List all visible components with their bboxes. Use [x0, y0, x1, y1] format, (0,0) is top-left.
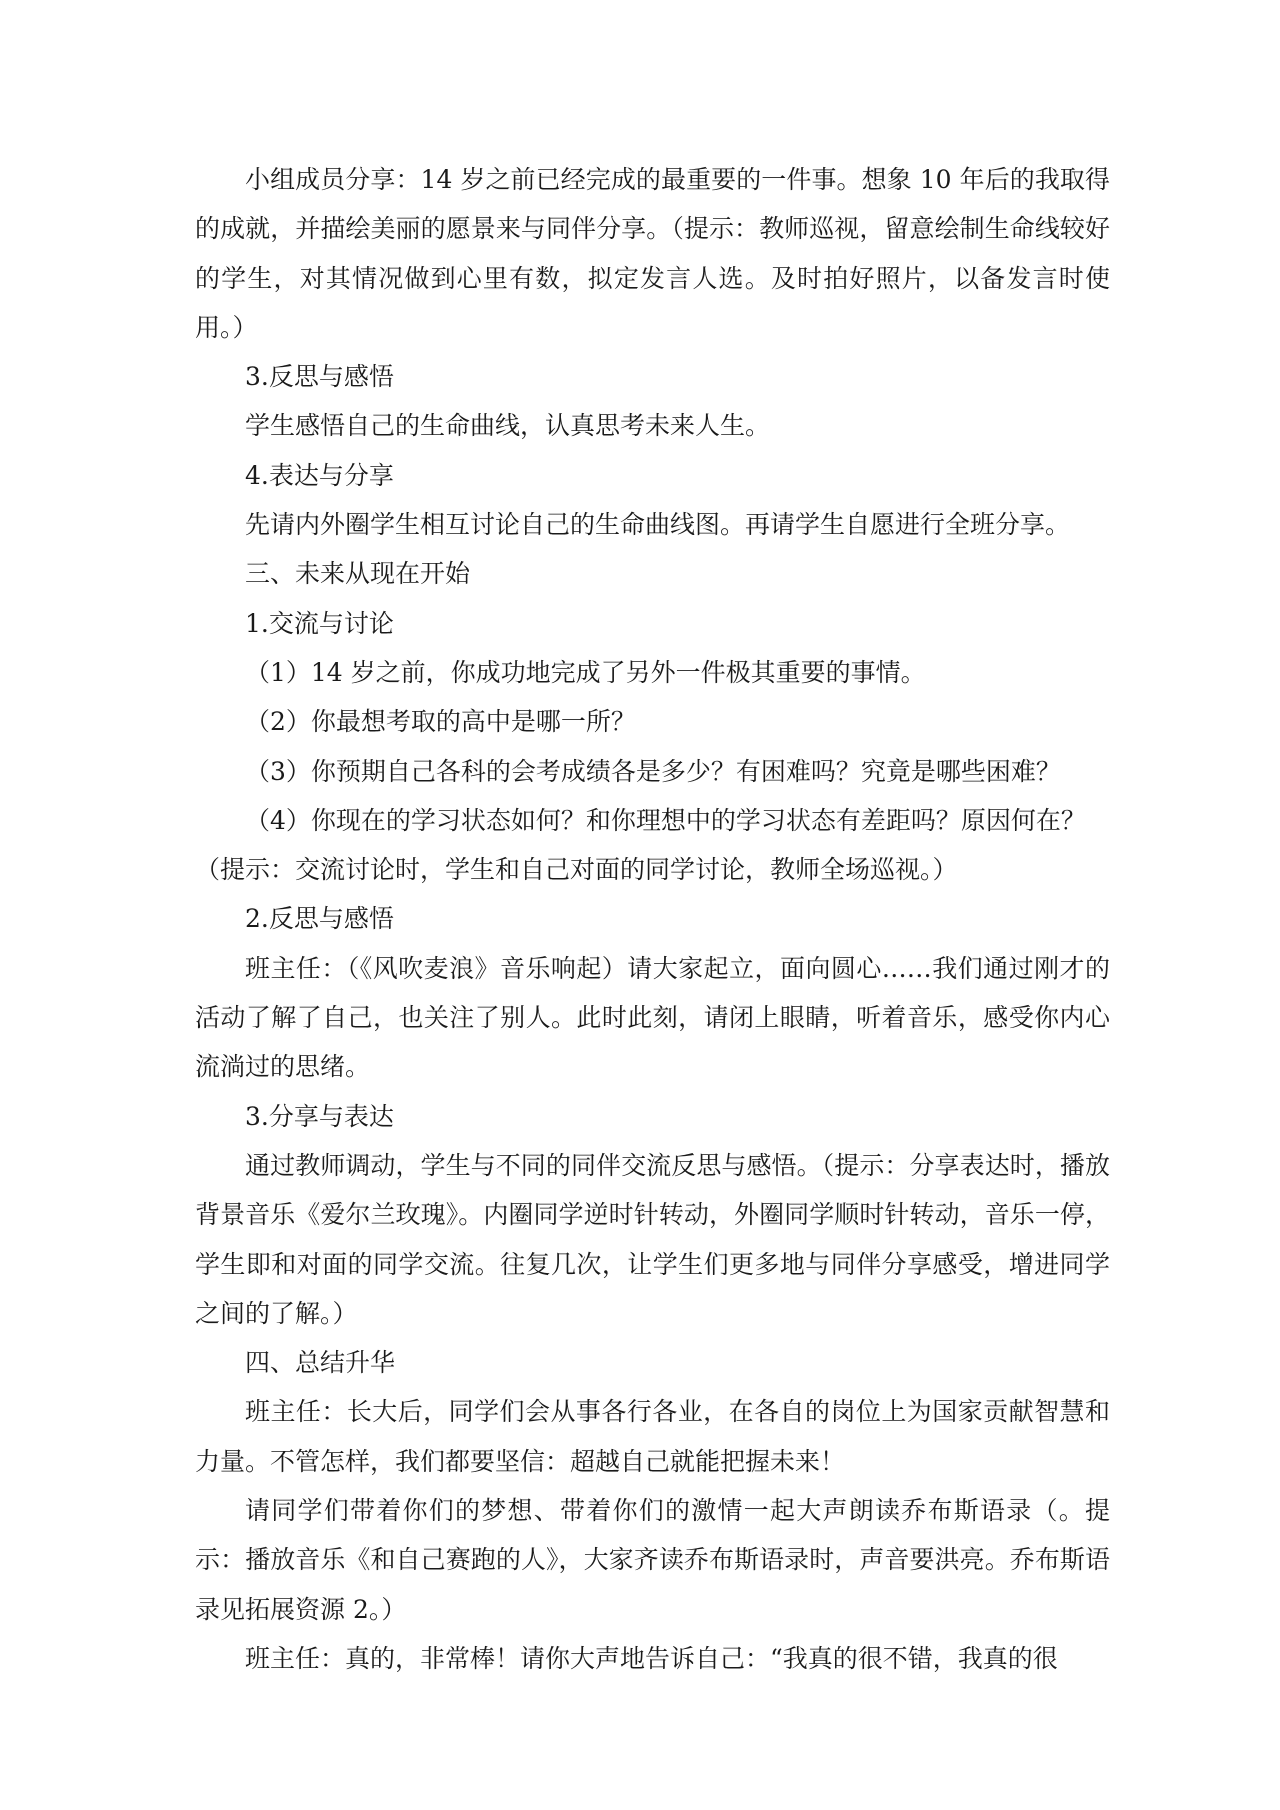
question-item-2: （2）你最想考取的高中是哪一所？ — [245, 707, 636, 737]
paragraph-teacher-future: 班主任：长大后，同学们会从事各行各业，在各自的岗位上为国家贡献智慧和力量。不管怎样，我们都要坚信：超越自己就能把握未来！ — [195, 1397, 1110, 1476]
paragraph-circle-discussion: 先请内外圈学生相互讨论自己的生命曲线图。再请学生自愿进行全班分享。 — [245, 510, 1071, 540]
section-heading-summary: 四、总结升华 — [245, 1348, 396, 1378]
paragraph-peer-exchange: 通过教师调动，学生与不同的同伴交流反思与感悟。（提示：分享表达时，播放背景音乐《爱尔兰玫瑰》。内圈同学逆时针转动，外圈同学顺时针转动，音乐一停，学生即和对面的同学交流。往复几次，让学生们更多地与同伴分享感受，增进同学之间的了解。） — [195, 1150, 1110, 1328]
paragraph-jobs-quote: 请同学们带着你们的梦想、带着你们的激情一起大声朗读乔布斯语录（。提示：播放音乐《和自己赛跑的人》，大家齐读乔布斯语录时，声音要洪亮。乔布斯语录见拓展资源 2。） — [195, 1496, 1110, 1624]
question-item-4: （4）你现在的学习状态如何？和你理想中的学习状态有差距吗？原因何在？ — [245, 805, 1086, 835]
section-heading-future: 三、未来从现在开始 — [245, 559, 471, 589]
heading-sharing-3: 3.分享与表达 — [245, 1101, 394, 1131]
paragraph-group-share: 小组成员分享：14 岁之前已经完成的最重要的一件事。想象 10 年后的我取得的成就，并描绘美丽的愿景来与同伴分享。（提示：教师巡视，留意绘制生命线较好的学生，对其情况做到心里有数，拟定发言人选。及时拍好照片，以备发言时使用。） — [195, 165, 1110, 342]
question-item-1: （1）14 岁之前，你成功地完成了另外一件极其重要的事情。 — [245, 657, 926, 687]
heading-reflection-2: 2.反思与感悟 — [245, 904, 394, 934]
heading-expression-4: 4.表达与分享 — [245, 460, 394, 490]
paragraph-teacher-praise: 班主任：真的，非常棒！请你大声地告诉自己：“我真的很不错，我真的很 — [245, 1643, 1058, 1673]
paragraph-life-curve: 学生感悟自己的生命曲线，认真思考未来人生。 — [245, 411, 771, 441]
paragraph-teacher-music: 班主任：（《风吹麦浪》音乐响起）请大家起立，面向圆心……我们通过刚才的活动了解了自己，也关注了别人。此时此刻，请闭上眼睛，听着音乐，感受你内心流淌过的思绪。 — [195, 953, 1110, 1082]
heading-reflection-3: 3.反思与感悟 — [245, 362, 394, 392]
document-body — [195, 155, 1110, 1683]
paragraph-hint-discussion: （提示：交流讨论时，学生和自己对面的同学讨论，教师全场巡视。） — [195, 855, 958, 885]
heading-discussion-1: 1.交流与讨论 — [245, 608, 394, 638]
question-item-3: （3）你预期自己各科的会考成绩各是多少？有困难吗？究竟是哪些困难？ — [245, 756, 1061, 786]
